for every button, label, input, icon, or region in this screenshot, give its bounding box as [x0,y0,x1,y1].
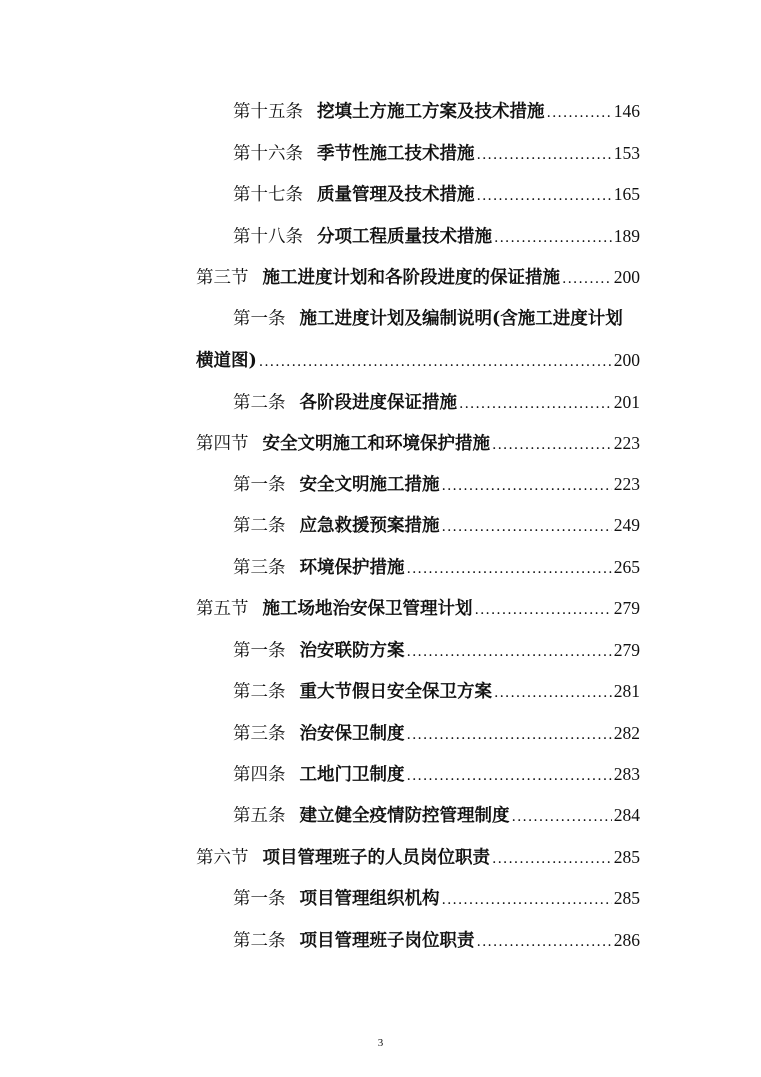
toc-entry-title: 挖填土方施工方案及技术措施 [317,102,545,122]
dot-leader [407,761,612,791]
dot-leader [492,844,612,874]
toc-entry-head: 第六节 [196,848,249,868]
toc-entry-title: 项目管理班子岗位职责 [299,931,475,951]
toc-entry-head: 第十五条 [233,102,303,122]
toc-entry[interactable] [0,552,761,582]
toc-entry-head: 第一条 [233,641,286,661]
toc-entry-page: 265 [613,557,640,577]
toc-entry-title: 项目管理班子的人员岗位职责 [262,848,490,868]
toc-entry-page: 284 [613,805,640,825]
toc-entry-title: 施工场地治安保卫管理计划 [262,599,473,619]
toc-entry[interactable] [0,96,761,126]
toc-entry-title: 环境保护措施 [299,558,405,578]
dot-leader [407,554,612,584]
toc-entry-head: 第一条 [233,889,286,909]
toc-section-entry[interactable] [0,593,761,623]
dot-leader [477,140,612,170]
toc-entry-page: 165 [613,184,640,204]
toc-entry-title: 治安联防方案 [299,641,405,661]
toc-entry-title: 应急救援预案措施 [299,516,440,536]
toc-entry[interactable] [0,883,761,913]
dot-leader [442,471,612,501]
toc-entry-page: 283 [613,764,640,784]
toc-entry-page: 279 [613,640,640,660]
toc-entry-page: 279 [613,598,640,618]
dot-leader [494,223,612,253]
toc-entry-head: 第一条 [233,475,286,495]
toc-entry[interactable] [0,138,761,168]
toc-entry[interactable] [0,676,761,706]
dot-leader [547,98,612,128]
toc-entry[interactable] [0,925,761,955]
toc-entry-head: 第三节 [196,268,249,288]
toc-entry[interactable] [0,221,761,251]
dot-leader [512,802,612,832]
toc-section-entry[interactable] [0,428,761,458]
toc-entry-head: 第三条 [233,558,286,578]
toc-entry[interactable] [0,718,761,748]
toc-entry-head: 第五节 [196,599,249,619]
toc-entry[interactable] [0,800,761,830]
toc-entry-title: 分项工程质量技术措施 [317,227,492,247]
toc-entry-page: 200 [613,267,640,287]
toc-entry-page: 200 [613,350,640,370]
dot-leader [407,720,612,750]
toc-entry-head: 第二条 [233,516,286,536]
toc-entry-head: 第十八条 [233,227,303,247]
toc-entry-head: 第五条 [233,806,286,826]
toc-entry-head: 第十六条 [233,144,303,164]
toc-entry-title: 工地门卫制度 [299,765,405,785]
toc-entry-title: 治安保卫制度 [299,724,405,744]
toc-entry-page: 282 [613,723,640,743]
toc-entry[interactable] [0,304,761,334]
toc-entry-title: 安全文明施工措施 [299,475,440,495]
dot-leader [459,389,612,419]
toc-entry-title: 安全文明施工和环境保护措施 [262,434,490,454]
toc-section-entry[interactable] [0,262,761,292]
dot-leader [475,595,612,625]
toc-entry[interactable] [0,635,761,665]
toc-entry-page: 153 [613,143,640,163]
toc-entry-head: 第三条 [233,724,286,744]
toc-entry-page: 146 [613,101,640,121]
dot-leader [494,678,612,708]
toc-entry-title-continued: 横道图) [196,351,257,371]
toc-entry-title: 重大节假日安全保卫方案 [299,682,492,702]
toc-section-entry[interactable] [0,842,761,872]
toc-entry-title: 质量管理及技术措施 [317,185,475,205]
toc-entry-head: 第一条 [233,309,286,329]
dot-leader [562,264,612,294]
toc-entry[interactable] [0,469,761,499]
toc-entry-title: 季节性施工技术措施 [317,144,475,164]
toc-entry[interactable] [0,179,761,209]
toc-entry-head: 第四节 [196,434,249,454]
toc-entry-title: 各阶段进度保证措施 [299,393,457,413]
toc-entry[interactable] [0,759,761,789]
toc-entry-page: 281 [613,681,640,701]
toc-entry-title: 项目管理组织机构 [299,889,440,909]
page-number: 3 [377,1037,384,1049]
toc-entry-page: 189 [613,226,640,246]
toc-entry-head: 第二条 [233,682,286,702]
dot-leader [259,347,612,377]
dot-leader [477,927,612,957]
toc-entry-continuation[interactable] [0,345,761,375]
toc-entry-page: 223 [613,433,640,453]
toc-entry-page: 201 [613,392,640,412]
toc-entry-page: 286 [613,930,640,950]
toc-entry-title: 建立健全疫情防控管理制度 [299,806,510,826]
toc-entry[interactable] [0,510,761,540]
dot-leader [442,512,612,542]
toc-entry-page: 223 [613,474,640,494]
toc-entry-title: 施工进度计划及编制说明(含施工进度计划 [299,309,623,329]
toc-entry-page: 285 [613,888,640,908]
toc-entry-title: 施工进度计划和各阶段进度的保证措施 [262,268,560,288]
dot-leader [492,430,612,460]
toc-entry-page: 285 [613,847,640,867]
toc-entry-page: 249 [613,515,640,535]
toc-entry-head: 第二条 [233,931,286,951]
toc-entry-head: 第二条 [233,393,286,413]
dot-leader [477,181,612,211]
dot-leader [442,885,612,915]
dot-leader [407,637,612,667]
toc-entry-head: 第四条 [233,765,286,785]
toc-entry[interactable] [0,387,761,417]
toc-entry-head: 第十七条 [233,185,303,205]
